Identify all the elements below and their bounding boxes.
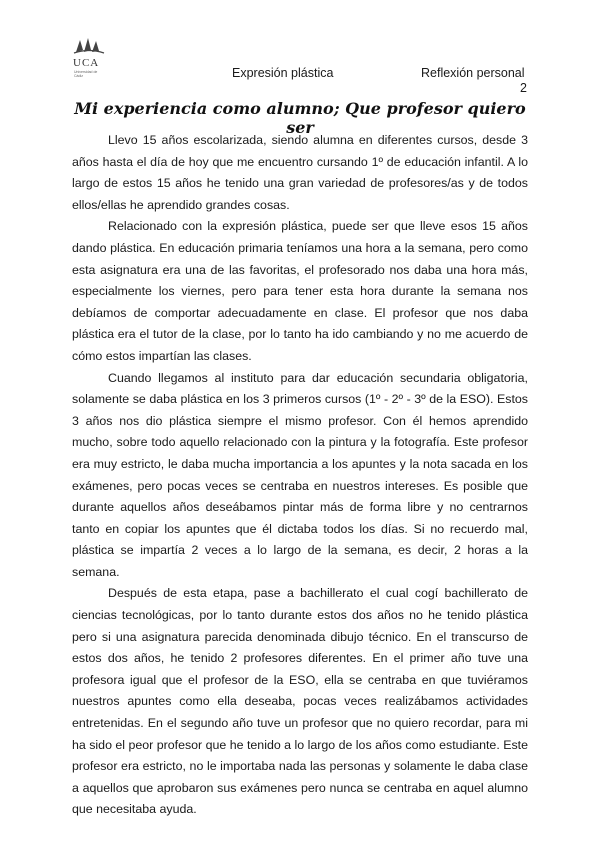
document-body: [72, 130, 528, 821]
paragraph: Después de esta etapa, pase a bachillerato el cual cogí bachillerato de ciencias tecnológicas, por lo tanto durante estos dos años no he tenido plástica pero si una asignatura parecida denominada dibujo técnico. En el transcurso de estos dos años, he tenido 2 profesores diferentes. En el primer año tuve una profesora igual que el profesor de la ESO, ella se centraba en que tuviéramos nuestros apuntes como ella deseaba, pocas veces realizábamos actividades entretenidas. En el segundo año tuve un profesor que no quiero recordar, para mi ha sido el peor profesor que he tenido a lo largo de los años como estudiante. Este profesor era estricto, no le importaba nada las personas y solamente le daba clase a aquellos que aprobaron sus exámenes pero nunca se centraba en aquel alumno que necesitaba ayuda.: [72, 586, 528, 817]
logo-subtitle: Universidad de Cádiz: [74, 70, 98, 78]
header-subject: Expresión plástica: [232, 66, 334, 80]
paragraph: Relacionado con la expresión plástica, puede ser que lleve esos 15 años dando plástica. En educación primaria teníamos una hora a la semana, pero como esta asignatura era una de las favoritas, el profesorado nos daba una hora más, especialmente los viernes, pero para tener esta hora durante la semana nos debíamos de comportar adecuadamente en clase. El profesor que nos daba plástica era el tutor de la clase, por lo tanto ha ido cambiando y no me acuerdo de cómo estos impartían las clases.: [72, 219, 528, 363]
page-number: 2: [520, 81, 527, 95]
header-doc-type: Reflexión personal: [421, 66, 525, 80]
document-title: Mi experiencia como alumno; Que profesor quiero ser: [74, 99, 526, 137]
paragraph: Cuando llegamos al instituto para dar educación secundaria obligatoria, solamente se daba plástica en los 3 primeros cursos (1º - 2º - 3º de la ESO). Estos 3 años nos dio plástica siempre el mismo profesor. Con él hemos aprendido mucho, sobre todo aquello relacionado con la pintura y la fotografía. Este profesor era muy estricto, le daba mucha importancia a los apuntes y la nota sacada en los exámenes, pero pocas veces se centraba en nuestros intereses. Es posible que durante aquellos años deseábamos pintar más de forma libre y no centrarnos tanto en copiar los apuntes que él dictaba todos los días. Si no recuerdo mal, plástica se impartía 2 veces a lo largo de la semana, es decir, 2 horas a la semana.: [72, 370, 528, 579]
paragraph: Llevo 15 años escolarizada, siendo alumna en diferentes cursos, desde 3 años hasta el día de hoy que me encuentro cursando 1º de educación infantil. A lo largo de estos 15 años he tenido una gran variedad de profesores/as y de todos ellos/ellas he aprendido grandes cosas.: [72, 133, 528, 212]
logo-text: UCA: [73, 57, 100, 69]
